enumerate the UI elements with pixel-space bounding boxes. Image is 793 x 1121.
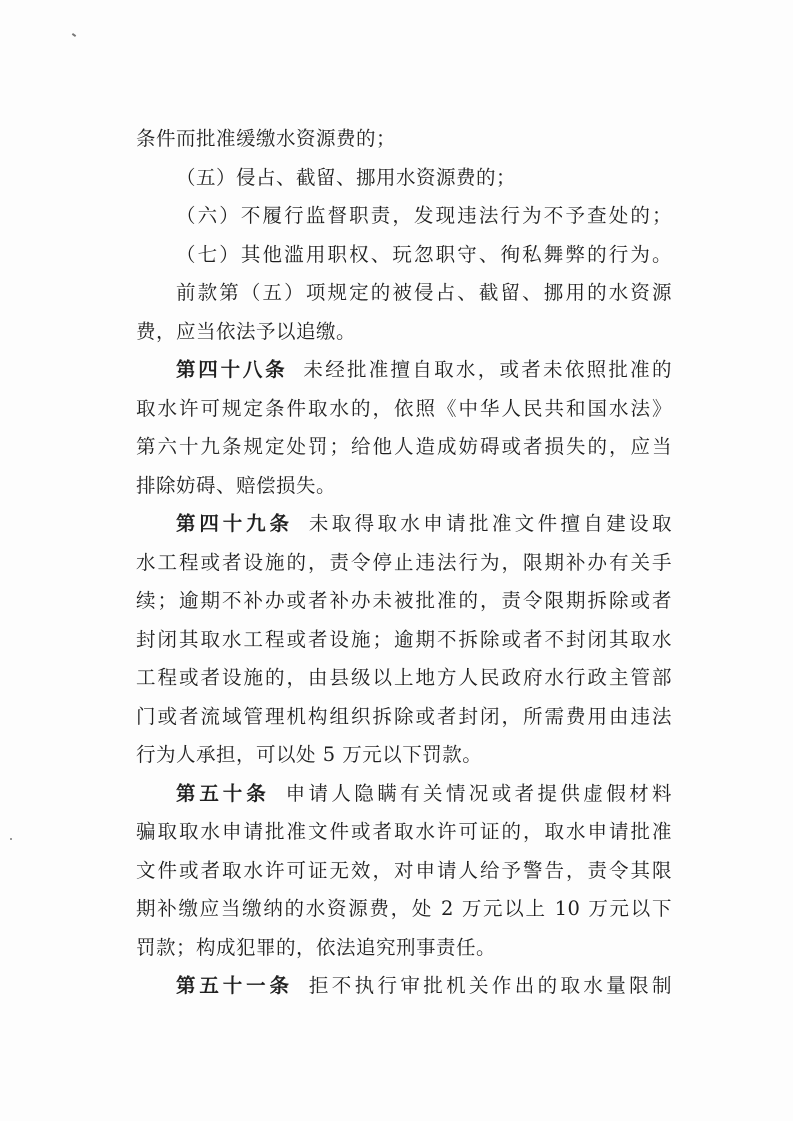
line-text: 续；逾期不补办或者补办未被批准的，责令限期拆除或者 xyxy=(136,589,672,612)
line-text: 申请人隐瞒有关情况或者提供虚假材料 xyxy=(285,781,672,805)
article-number: 第五十一条 xyxy=(176,974,293,997)
line-text: （五）侵占、截留、挪用水资源费的； xyxy=(176,165,517,189)
line-text: 工程或者设施的，由县级以上地方人民政府水行政主管部 xyxy=(136,666,672,689)
article-number: 第五十条 xyxy=(176,781,270,805)
text-line xyxy=(136,659,672,698)
line-text: 未经批准擅自取水，或者未依照批准的 xyxy=(303,358,672,381)
text-line xyxy=(136,428,672,467)
line-text: （六）不履行监督职责，发现违法行为不予查处的； xyxy=(176,204,672,227)
text-line xyxy=(136,274,672,313)
text-line xyxy=(136,467,672,506)
line-text: 行为人承担，可以处 5 万元以下罚款。 xyxy=(136,743,483,766)
article-number: 第四十九条 xyxy=(176,512,293,535)
line-text: 拒不执行审批机关作出的取水量限制 xyxy=(308,974,672,997)
text-line xyxy=(136,929,672,968)
line-text: 前款第（五）项规定的被侵占、截留、挪用的水资源 xyxy=(176,281,672,304)
text-line xyxy=(136,736,672,775)
line-text: 排除妨碍、赔偿损失。 xyxy=(136,473,337,497)
line-text: 门或者流域管理机构组织拆除或者封闭，所需费用由违法 xyxy=(136,704,672,728)
line-text: 取水许可规定条件取水的，依照《中华人民共和国水法》 xyxy=(136,396,672,420)
text-line xyxy=(136,813,672,852)
text-line xyxy=(136,313,672,352)
text-line xyxy=(136,544,672,583)
line-text: 水工程或者设施的，责令停止违法行为，限期补办有关手 xyxy=(136,550,672,574)
scan-speck xyxy=(72,33,76,37)
line-text: 骗取取水申请批准文件或者取水许可证的，取水申请批准 xyxy=(136,820,672,843)
line-text: 期补缴应当缴纳的水资源费，处 2 万元以上 10 万元以下 xyxy=(136,897,672,920)
text-line xyxy=(136,159,672,198)
line-text: 费，应当依法予以追缴。 xyxy=(136,319,357,343)
line-text: 第六十九条规定处罚；给他人造成妨碍或者损失的，应当 xyxy=(136,435,672,458)
text-line xyxy=(136,236,672,275)
text-line xyxy=(136,852,672,891)
text-line xyxy=(136,582,672,621)
line-text: 未取得取水申请批准文件擅自建设取 xyxy=(308,512,672,535)
text-line xyxy=(136,390,672,429)
document-body xyxy=(136,120,672,1006)
text-line xyxy=(136,120,672,159)
article-49-heading-line xyxy=(136,505,672,544)
text-line xyxy=(136,197,672,236)
text-line xyxy=(136,621,672,660)
line-text: 文件或者取水许可证无效，对申请人给予警告，责令其限 xyxy=(136,858,672,882)
scan-speck xyxy=(10,838,12,840)
article-50-heading-line xyxy=(136,775,672,814)
text-line xyxy=(136,890,672,929)
line-text: 罚款；构成犯罪的，依法追究刑事责任。 xyxy=(136,935,497,959)
article-51-heading-line xyxy=(136,967,672,1006)
line-text: （七）其他滥用职权、玩忽职守、徇私舞弊的行为。 xyxy=(176,242,672,266)
text-line xyxy=(136,698,672,737)
article-48-heading-line xyxy=(136,351,672,390)
line-text: 封闭其取水工程或者设施；逾期不拆除或者不封闭其取水 xyxy=(136,627,672,651)
line-text: 条件而批准缓缴水资源费的； xyxy=(136,127,397,150)
article-number: 第四十八条 xyxy=(176,358,288,381)
